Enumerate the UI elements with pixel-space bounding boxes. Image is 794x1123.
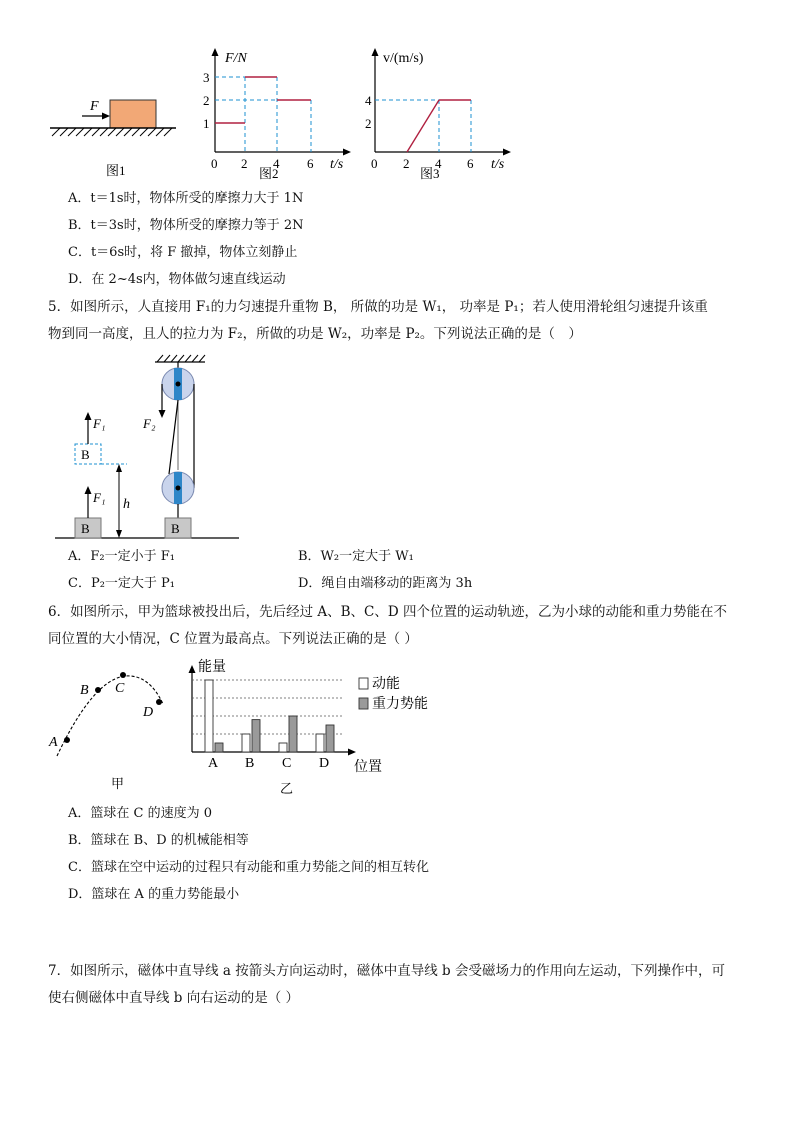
q4-option-d[interactable]: D．在 2~4s内，物体做匀速直线运动 <box>68 272 286 287</box>
q5-option-b[interactable]: B．W₂一定大于 W₁ <box>298 549 414 564</box>
bar-D-kinetic <box>316 734 324 752</box>
f2-label: F₂ <box>143 416 156 431</box>
fig2-xtick-6: 6 <box>307 156 314 171</box>
q6-option-c[interactable]: C．篮球在空中运动的过程只有动能和重力势能之间的相互转化 <box>68 860 429 875</box>
bar-A-kinetic <box>205 680 213 752</box>
q5-stem-line1: 5．如图所示，人直接用 F₁的力匀速提升重物 B， 所做的功是 W₁， 功率是 P₁；若人使用滑轮组匀速提升该重 <box>48 299 708 315</box>
legend-kinetic-swatch <box>359 678 368 689</box>
point-a: A <box>49 735 58 750</box>
fig3-caption: 图3 <box>420 166 440 180</box>
chart-ylabel: 能量 <box>198 660 226 675</box>
fig3-xtick-4: 4 <box>435 156 442 171</box>
legend-potential-label: 重力势能 <box>372 697 428 712</box>
x-tick-label: C <box>282 756 292 771</box>
bar-D-potential <box>326 725 334 752</box>
q6-energy-bar-chart <box>182 655 452 800</box>
fig3-xtick-2: 2 <box>403 156 410 171</box>
point-b: B <box>80 683 89 698</box>
fig1-caption: 图1 <box>106 163 126 178</box>
bar-C-kinetic <box>279 743 287 752</box>
q4-figure-3 <box>365 40 530 180</box>
fig2-xlabel: t/s <box>330 157 344 172</box>
box-left-label: B <box>81 521 90 536</box>
height-label: h <box>123 497 130 512</box>
q5-figure <box>45 352 245 542</box>
q6-option-d[interactable]: D．篮球在 A 的重力势能最小 <box>68 887 240 902</box>
q6-option-a[interactable]: A．篮球在 C 的速度为 0 <box>68 806 213 821</box>
q6-figure-jia <box>45 660 175 795</box>
fig2-xtick-0: 0 <box>211 156 218 171</box>
f1-top-label: F₁ <box>93 416 106 431</box>
fig3-ylabel: v/(m/s) <box>383 51 424 66</box>
q4-figure-1 <box>40 90 190 180</box>
fig2-xtick-2: 2 <box>241 156 248 171</box>
q7-stem-line2: 使右侧磁体中直导线 b 向右运动的是（ ） <box>48 990 300 1006</box>
x-tick-label: D <box>319 756 330 771</box>
x-tick-label: B <box>245 756 255 771</box>
box-right-label: B <box>171 521 180 536</box>
q4-option-c[interactable]: C．t＝6s时，将 F 撤掉，物体立刻静止 <box>68 245 298 260</box>
fig2-ytick-2: 2 <box>203 93 210 108</box>
block <box>110 100 156 128</box>
fig2-ytick-1: 1 <box>203 116 210 131</box>
fig3-xlabel: t/s <box>491 157 505 172</box>
point-c: C <box>115 681 125 696</box>
q4-figure-2 <box>195 40 360 180</box>
fig3-xtick-6: 6 <box>467 156 474 171</box>
fig3-ytick-2: 2 <box>365 116 372 131</box>
q5-stem-line2: 物到同一高度，且人的拉力为 F₂，所做的功是 W₂，功率是 P₂。下列说法正确的是（ ） <box>48 326 582 342</box>
q6-stem-line1: 6．如图所示，甲为篮球被投出后，先后经过 A、B、C、D 四个位置的运动轨迹，乙为小球的动能和重力势能在不 <box>48 604 727 620</box>
fig3-ytick-4: 4 <box>365 93 372 108</box>
q4-option-b[interactable]: B．t＝3s时，物体所受的摩擦力等于 2N <box>68 218 304 233</box>
q6-stem-line2: 同位置的大小情况，C 位置为最高点。下列说法正确的是（ ） <box>48 631 418 647</box>
point-d: D <box>143 705 154 720</box>
q4-option-a[interactable]: A．t＝1s时，物体所受的摩擦力大于 1N <box>68 191 304 206</box>
bar-B-potential <box>252 720 260 752</box>
bar-C-potential <box>289 716 297 752</box>
q7-stem-line1: 7．如图所示，磁体中直导线 a 按箭头方向运动时，磁体中直导线 b 会受磁场力的作用向左运动，下列操作中，可 <box>48 963 725 979</box>
y-axis-arrow <box>189 665 196 673</box>
force-label: F <box>90 99 99 114</box>
chart-caption: 乙 <box>280 781 294 796</box>
fig2-ylabel: F/N <box>225 51 247 66</box>
fig2-caption: 图2 <box>259 166 279 180</box>
fig2-xtick-4: 4 <box>273 156 280 171</box>
legend-kinetic-label: 动能 <box>372 677 400 692</box>
box-top-label: B <box>81 447 90 462</box>
q6-option-b[interactable]: B．篮球在 B、D 的机械能相等 <box>68 833 249 848</box>
x-tick-label: A <box>208 756 219 771</box>
f1-bottom-label: F₁ <box>93 490 106 505</box>
q5-option-d[interactable]: D．绳自由端移动的距离为 3h <box>298 576 473 591</box>
chart-xlabel: 位置 <box>354 760 382 775</box>
q5-option-a[interactable]: A．F₂一定小于 F₁ <box>68 549 175 564</box>
fig3-xtick-0: 0 <box>371 156 378 171</box>
fig-jia-caption: 甲 <box>111 776 125 791</box>
bar-A-potential <box>215 743 223 752</box>
q5-option-c[interactable]: C．P₂一定大于 P₁ <box>68 576 175 591</box>
x-axis-arrow <box>348 749 356 756</box>
legend-potential-swatch <box>359 698 368 709</box>
bar-B-kinetic <box>242 734 250 752</box>
fig2-ytick-3: 3 <box>203 70 210 85</box>
